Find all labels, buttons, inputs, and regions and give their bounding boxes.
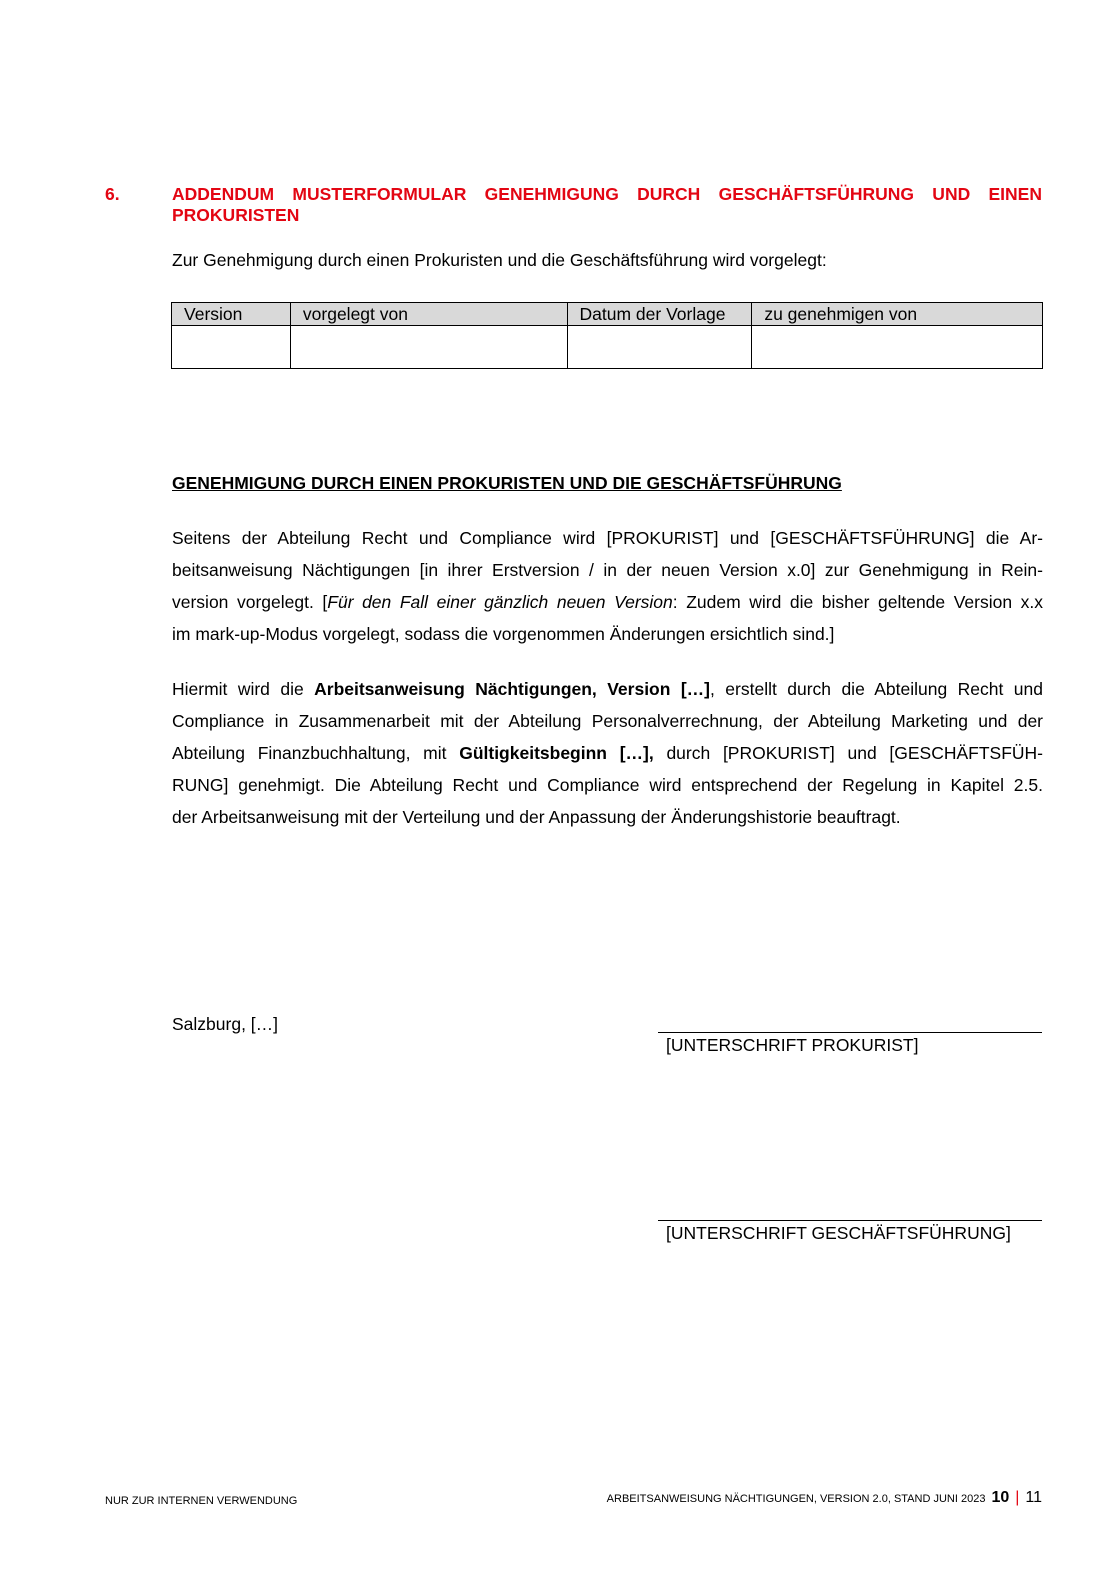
table-cell-version — [172, 326, 291, 369]
approval-table — [171, 302, 1043, 369]
signature-block-geschaeftsfuehrung — [658, 1220, 1042, 1244]
page-number-separator: | — [1015, 1489, 1020, 1506]
table-row — [172, 326, 1043, 369]
text-run: : Zudem wird die bisher geltende Version x.x — [672, 592, 1044, 612]
table-cell-datum — [567, 326, 752, 369]
signature-label-prokurist: [UNTERSCHRIFT PROKURIST] — [666, 1035, 919, 1055]
paragraph-line — [172, 737, 1043, 769]
signature-line — [658, 1220, 1042, 1221]
text-run: , erstellt durch die Abteilung Recht und — [710, 679, 1043, 699]
column-header-version: Version — [172, 303, 291, 326]
column-header-vorgelegt-von: vorgelegt von — [290, 303, 567, 326]
italic-text-run: Für den Fall einer gänzlich neuen Version — [327, 592, 673, 612]
approval-subheading: GENEHMIGUNG DURCH EINEN PROKURISTEN UND DIE GESCHÄFTSFÜHRUNG — [172, 473, 842, 493]
table-cell-vorgelegt-von — [290, 326, 567, 369]
paragraph-line: der Arbeitsanweisung mit der Verteilung und der Anpassung der Änderungshistorie beauftragt. — [172, 807, 901, 827]
section-number: 6. — [105, 184, 120, 204]
text-run: Hiermit wird die — [172, 679, 315, 699]
table-header-row — [172, 303, 1043, 326]
intro-text: Zur Genehmigung durch einen Prokuristen und die Geschäftsführung wird vorgelegt: — [172, 250, 827, 270]
page-number-total: 11 — [1025, 1489, 1042, 1506]
text-run: Abteilung Finanzbuchhaltung, mit — [172, 743, 460, 763]
signature-label-geschaeftsfuehrung: [UNTERSCHRIFT GESCHÄFTSFÜHRUNG] — [666, 1223, 1011, 1243]
column-header-zu-genehmigen-von: zu genehmigen von — [752, 303, 1043, 326]
place-date: Salzburg, […] — [172, 1014, 279, 1034]
paragraph-line: beitsanweisung Nächtigungen [in ihrer Erstversion / in der neuen Version x.0] zur Genehmigung in Rein- — [172, 560, 1043, 580]
footer-classification: NUR ZUR INTERNEN VERWENDUNG — [105, 1495, 298, 1507]
footer-document-title: ARBEITSANWEISUNG NÄCHTIGUNGEN, VERSION 2.0, STAND JUNI 2023 — [606, 1493, 986, 1505]
text-run: version vorgelegt. [ — [172, 592, 328, 612]
paragraph-line: im mark-up-Modus vorgelegt, sodass die vorgenommen Änderungen ersichtlich sind.] — [172, 624, 835, 644]
section-title: ADDENDUM MUSTERFORMULAR GENEHMIGUNG DURCH GESCHÄFTSFÜHRUNG UND EINEN PROKURISTEN — [172, 184, 1042, 225]
table-cell-zu-genehmigen-von — [752, 326, 1043, 369]
column-header-datum: Datum der Vorlage — [567, 303, 752, 326]
paragraph-line: Compliance in Zusammenarbeit mit der Abteilung Personalverrechnung, der Abteilung Marketing und der — [172, 711, 1043, 731]
paragraph-approval — [172, 673, 1043, 833]
page-number-current: 10 — [991, 1489, 1010, 1506]
signature-block-prokurist — [658, 1032, 1042, 1056]
bold-text-run: Gültigkeitsbeginn […], — [459, 743, 654, 763]
text-run: durch [PROKURIST] und [GESCHÄFTSFÜH- — [653, 743, 1044, 763]
paragraph-line — [172, 673, 1043, 705]
bold-text-run: Arbeitsanweisung Nächtigungen, Version […] — [314, 679, 711, 699]
signature-line — [658, 1032, 1042, 1033]
footer-document-info — [607, 1488, 1042, 1509]
paragraph-line — [172, 586, 1043, 618]
paragraph-submission — [172, 522, 1043, 650]
paragraph-line: RUNG] genehmigt. Die Abteilung Recht und Compliance wird entsprechend der Regelung in Kapitel 2.5. — [172, 775, 1043, 795]
paragraph-line: Seitens der Abteilung Recht und Compliance wird [PROKURIST] und [GESCHÄFTSFÜHRUNG] die Ar- — [172, 528, 1043, 548]
